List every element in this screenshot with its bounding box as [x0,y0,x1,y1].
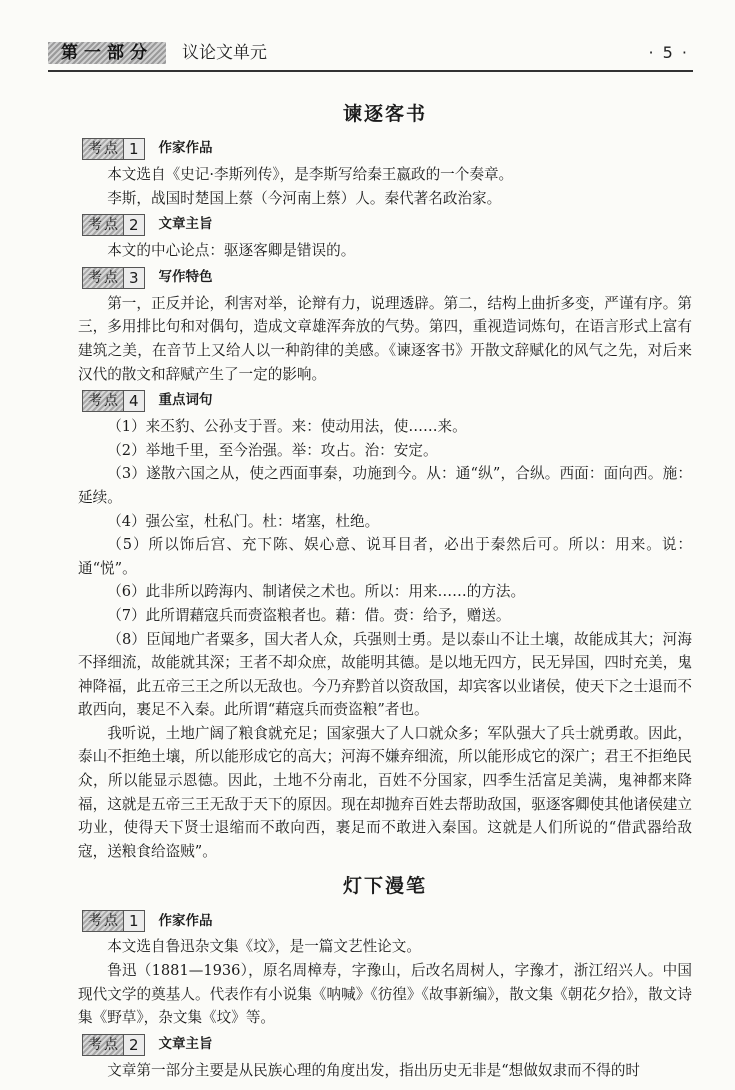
kaodian-title: 重点词句 [158,392,213,409]
section-title: 灯下漫笔 [342,875,427,898]
page-content [78,95,692,1082]
kaodian-badge: 考点 2 [82,214,145,236]
kaodian-heading [82,909,692,933]
kaodian-title: 作家作品 [158,140,213,157]
paragraph: （6）此非所以跨海内、制诸侯之术也。所以：用来……的方法。 [107,583,526,601]
kaodian-badge: 考点 2 [82,1034,145,1056]
kaodian-heading [82,213,692,237]
kaodian-heading [82,266,692,290]
kaodian-badge: 考点 1 [82,910,145,932]
running-header [48,40,693,72]
kaodian-title: 作家作品 [158,912,213,929]
kaodian-badge: 考点 3 [82,267,145,289]
paragraph: （2）举地千里，至今治强。举：攻占。治：安定。 [107,441,438,459]
kaodian-title: 写作特色 [158,268,213,285]
paragraph: 鲁迅（1881—1936），原名周樟寿，字豫山，后改名周树人，字豫才，浙江绍兴人。中国现代文学的奠基人。代表作有小说集《呐喊》《彷徨》《故事新编》，散文集《朝花夕拾》，散文诗集《野草》，杂文集《坟》等。 [78,962,692,1027]
paragraph: 本文选自《史记·李斯列传》，是李斯写给秦王嬴政的一个奏章。 [107,166,514,183]
paragraph: 第一，正反并论，利害对举，论辩有力，说理透辟。第二，结构上曲折多变，严谨有序。第三，多用排比句和对偶句，造成文章雄浑奔放的气势。第四，重视造词炼句，在语言形式上富有建筑之美，在音节上又给人以一种韵律的美感。《谏逐客书》开散文辞赋化的风气之先，对后来汉代的散文和辞赋产生了一定的影响。 [78,294,692,383]
paragraph: 本文的中心论点：驱逐客卿是错误的。 [107,242,356,260]
paragraph: （5）所以饰后宫、充下陈、娱心意、说耳目者，必出于秦然后可。所以：用来。说：通“悦”。 [78,536,692,577]
paragraph: （8）臣闻地广者粟多，国大者人众，兵强则士勇。是以泰山不让土壤，故能成其大；河海不择细流，故能就其深；王者不却众庶，故能明其德。是以地无四方，民无异国，四时充美，鬼神降福，此五帝三王之所以无敌也。今乃弃黔首以资敌国，却宾客以业诸侯，使天下之士退而不敢西向，裹足不入秦。此所谓“藉寇兵而赍盗粮”者也。 [78,630,692,719]
paragraph: 李斯，战国时楚国上蔡（今河南上蔡）人。秦代著名政治家。 [107,189,502,207]
kaodian-heading [82,1033,692,1057]
unit-label: 议论文单元 [182,43,267,63]
paragraph: 本文选自鲁迅杂文集《坟》，是一篇文艺性论文。 [107,938,421,956]
kaodian-heading [82,389,692,413]
kaodian-badge: 考点 1 [82,138,145,160]
kaodian-title: 文章主旨 [158,216,213,233]
paragraph: （1）来丕豹、公孙支于晋。来：使动用法，使……来。 [107,418,467,436]
paragraph: （3）遂散六国之从，使之西面事秦，功施到今。从：通“纵”，合纵。西面：面向西。施：延续。 [78,465,692,506]
page-number: · 5 · [648,43,689,62]
section-title: 谏逐客书 [342,103,427,125]
paragraph: （7）此所谓藉寇兵而赍盗粮者也。藉：借。赍：给予，赠送。 [107,606,511,624]
paragraph: 文章第一部分主要是从民族心理的角度出发，指出历史无非是“想做奴隶而不得的时 [107,1061,641,1079]
paragraph: 我听说，土地广阔了粮食就充足；国家强大了人口就众多；军队强大了兵士就勇敢。因此，泰山不拒绝土壤，所以能形成它的高大；河海不嫌弃细流，所以能形成它的深广；君王不拒绝民众，所以能显示恩德。因此，土地不分南北，百姓不分国家，四季生活富足美满，鬼神都来降福，这就是五帝三王无敌于天下的原因。现在却抛弃百姓去帮助敌国，驱逐客卿使其他诸侯建立功业，使得天下贤士退缩而不敢向西，裹足而不敢进入秦国。这就是人们所说的“借武器给敌寇，送粮食给盗贼”。 [78,724,692,860]
kaodian-title: 文章主旨 [158,1036,213,1053]
kaodian-heading [82,137,692,161]
part-label: 第一部分 [48,42,166,64]
kaodian-badge: 考点 4 [82,390,145,412]
paragraph: （4）强公室，杜私门。杜：堵塞，杜绝。 [107,512,380,530]
